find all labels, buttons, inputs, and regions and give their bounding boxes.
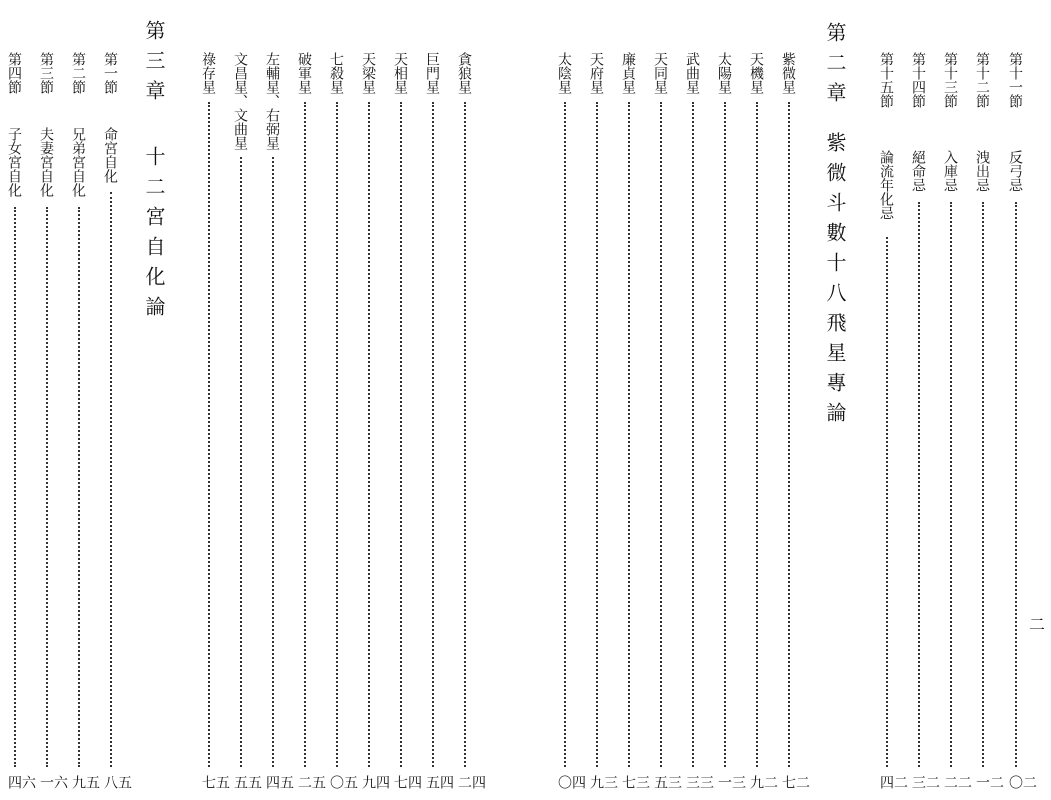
star-title: 太陰星 xyxy=(556,52,572,94)
page-number: 五九 xyxy=(70,775,100,789)
toc-entry-ch3-sec4 xyxy=(4,52,36,790)
section-title: 論流年化忌 xyxy=(878,150,894,220)
page-number: 五七 xyxy=(200,775,230,789)
section-number: 第十四節 xyxy=(910,52,926,108)
leader-dots xyxy=(788,102,790,767)
side-page-marker: 二 xyxy=(1028,615,1045,634)
chapter-2-label: 第二章 xyxy=(823,22,847,112)
toc-entry-ch3-sec2 xyxy=(68,52,100,790)
leader-dots xyxy=(982,202,984,767)
leader-dots xyxy=(78,207,80,767)
star-title: 紫微星 xyxy=(780,52,796,94)
page-number: 四〇 xyxy=(556,775,586,789)
section-title: 反弓忌 xyxy=(1007,150,1023,192)
leader-dots xyxy=(400,102,402,767)
star-title: 貪狼星 xyxy=(456,52,472,94)
toc-entry-sec14 xyxy=(908,52,940,790)
page-number: 四七 xyxy=(392,775,422,789)
section-number: 第十五節 xyxy=(878,52,894,108)
toc-entry-star xyxy=(586,52,618,790)
toc-entry-star xyxy=(390,52,422,790)
section-number: 第二節 xyxy=(70,52,86,94)
section-title: 子女宮自化 xyxy=(6,127,22,197)
leader-dots xyxy=(596,102,598,767)
toc-entry-star xyxy=(262,52,294,790)
toc-entry-ch3-sec3 xyxy=(36,52,68,790)
star-title: 廉貞星 xyxy=(620,52,636,94)
leader-dots xyxy=(14,207,16,767)
leader-dots xyxy=(368,102,370,767)
leader-dots xyxy=(272,157,274,767)
chapter-3-label: 第三章 xyxy=(142,20,166,110)
star-title: 祿存星 xyxy=(200,52,216,94)
chapter-2-title: 紫微斗數十八飛星專論 xyxy=(823,132,847,432)
leader-dots xyxy=(756,102,758,767)
leader-dots xyxy=(564,102,566,767)
leader-dots xyxy=(46,207,48,767)
page-number: 五四 xyxy=(264,775,294,789)
toc-entry-sec15 xyxy=(876,52,908,790)
section-number: 第十二節 xyxy=(974,52,990,108)
page-number: 五二 xyxy=(296,775,326,789)
page-number: 三五 xyxy=(652,775,682,789)
page-number: 六一 xyxy=(38,775,68,789)
toc-entry-star xyxy=(454,52,486,790)
star-title: 左輔星、右弼星 xyxy=(264,52,280,150)
leader-dots xyxy=(660,102,662,767)
page-number: 三三 xyxy=(684,775,714,789)
leader-dots xyxy=(304,102,306,767)
toc-entry-star xyxy=(778,52,810,790)
star-title: 巨門星 xyxy=(424,52,440,94)
star-title: 文昌星、文曲星 xyxy=(232,52,248,150)
leader-dots xyxy=(432,102,434,767)
star-title: 天相星 xyxy=(392,52,408,94)
toc-entry-ch3-sec1 xyxy=(100,52,132,790)
toc-entry-sec12 xyxy=(972,52,1004,790)
leader-dots xyxy=(918,202,920,767)
toc-entry-star xyxy=(746,52,778,790)
toc-entry-star xyxy=(358,52,390,790)
page-number: 二三 xyxy=(910,775,940,789)
star-title: 天同星 xyxy=(652,52,668,94)
page-number: 四五 xyxy=(424,775,454,789)
leader-dots xyxy=(464,102,466,767)
page-number: 二〇 xyxy=(1007,775,1037,789)
page-number: 二四 xyxy=(878,775,908,789)
section-title: 夫妻宮自化 xyxy=(38,127,54,197)
leader-dots xyxy=(110,192,112,767)
toc-entry-sec13 xyxy=(940,52,972,790)
toc-entry-star xyxy=(714,52,746,790)
leader-dots xyxy=(886,237,888,767)
leader-dots xyxy=(1015,202,1017,767)
toc-entry-star xyxy=(618,52,650,790)
star-title: 破軍星 xyxy=(296,52,312,94)
page-number: 二一 xyxy=(974,775,1004,789)
section-title: 入庫忌 xyxy=(942,150,958,192)
section-number: 第三節 xyxy=(38,52,54,94)
toc-entry-sec11 xyxy=(1005,52,1037,790)
page-number: 四二 xyxy=(456,775,486,789)
star-title: 天機星 xyxy=(748,52,764,94)
page-number: 三七 xyxy=(620,775,650,789)
leader-dots xyxy=(692,102,694,767)
section-number: 第十三節 xyxy=(942,52,958,108)
leader-dots xyxy=(628,102,630,767)
toc-entry-star xyxy=(294,52,326,790)
leader-dots xyxy=(724,102,726,767)
section-title: 兄弟宮自化 xyxy=(70,127,86,197)
toc-entry-star xyxy=(554,52,586,790)
star-title: 太陽星 xyxy=(716,52,732,94)
leader-dots xyxy=(336,102,338,767)
page-number: 三九 xyxy=(588,775,618,789)
page-number: 五五 xyxy=(232,775,262,789)
leader-dots xyxy=(950,202,952,767)
star-title: 天梁星 xyxy=(360,52,376,94)
star-title: 武曲星 xyxy=(684,52,700,94)
section-number: 第十一節 xyxy=(1007,52,1023,108)
section-title: 命宮自化 xyxy=(102,127,118,183)
toc-entry-star xyxy=(422,52,454,790)
page-number: 二九 xyxy=(748,775,778,789)
section-number: 第一節 xyxy=(102,52,118,94)
page-number: 五八 xyxy=(102,775,132,789)
toc-entry-star xyxy=(650,52,682,790)
star-title: 七殺星 xyxy=(328,52,344,94)
toc-entry-star xyxy=(326,52,358,790)
toc-entry-star xyxy=(682,52,714,790)
page-number: 四九 xyxy=(360,775,390,789)
leader-dots xyxy=(240,157,242,767)
chapter-3-title: 十二宮自化論 xyxy=(142,146,166,326)
section-title: 洩出忌 xyxy=(974,150,990,192)
page-number: 五〇 xyxy=(328,775,358,789)
page-number: 二二 xyxy=(942,775,972,789)
toc-entry-star xyxy=(198,52,230,790)
section-title: 絕命忌 xyxy=(910,150,926,192)
page-number: 二七 xyxy=(780,775,810,789)
section-number: 第四節 xyxy=(6,52,22,94)
page-number: 三一 xyxy=(716,775,746,789)
star-title: 天府星 xyxy=(588,52,604,94)
toc-entry-star xyxy=(230,52,262,790)
page-number: 六四 xyxy=(6,775,36,789)
leader-dots xyxy=(208,102,210,767)
